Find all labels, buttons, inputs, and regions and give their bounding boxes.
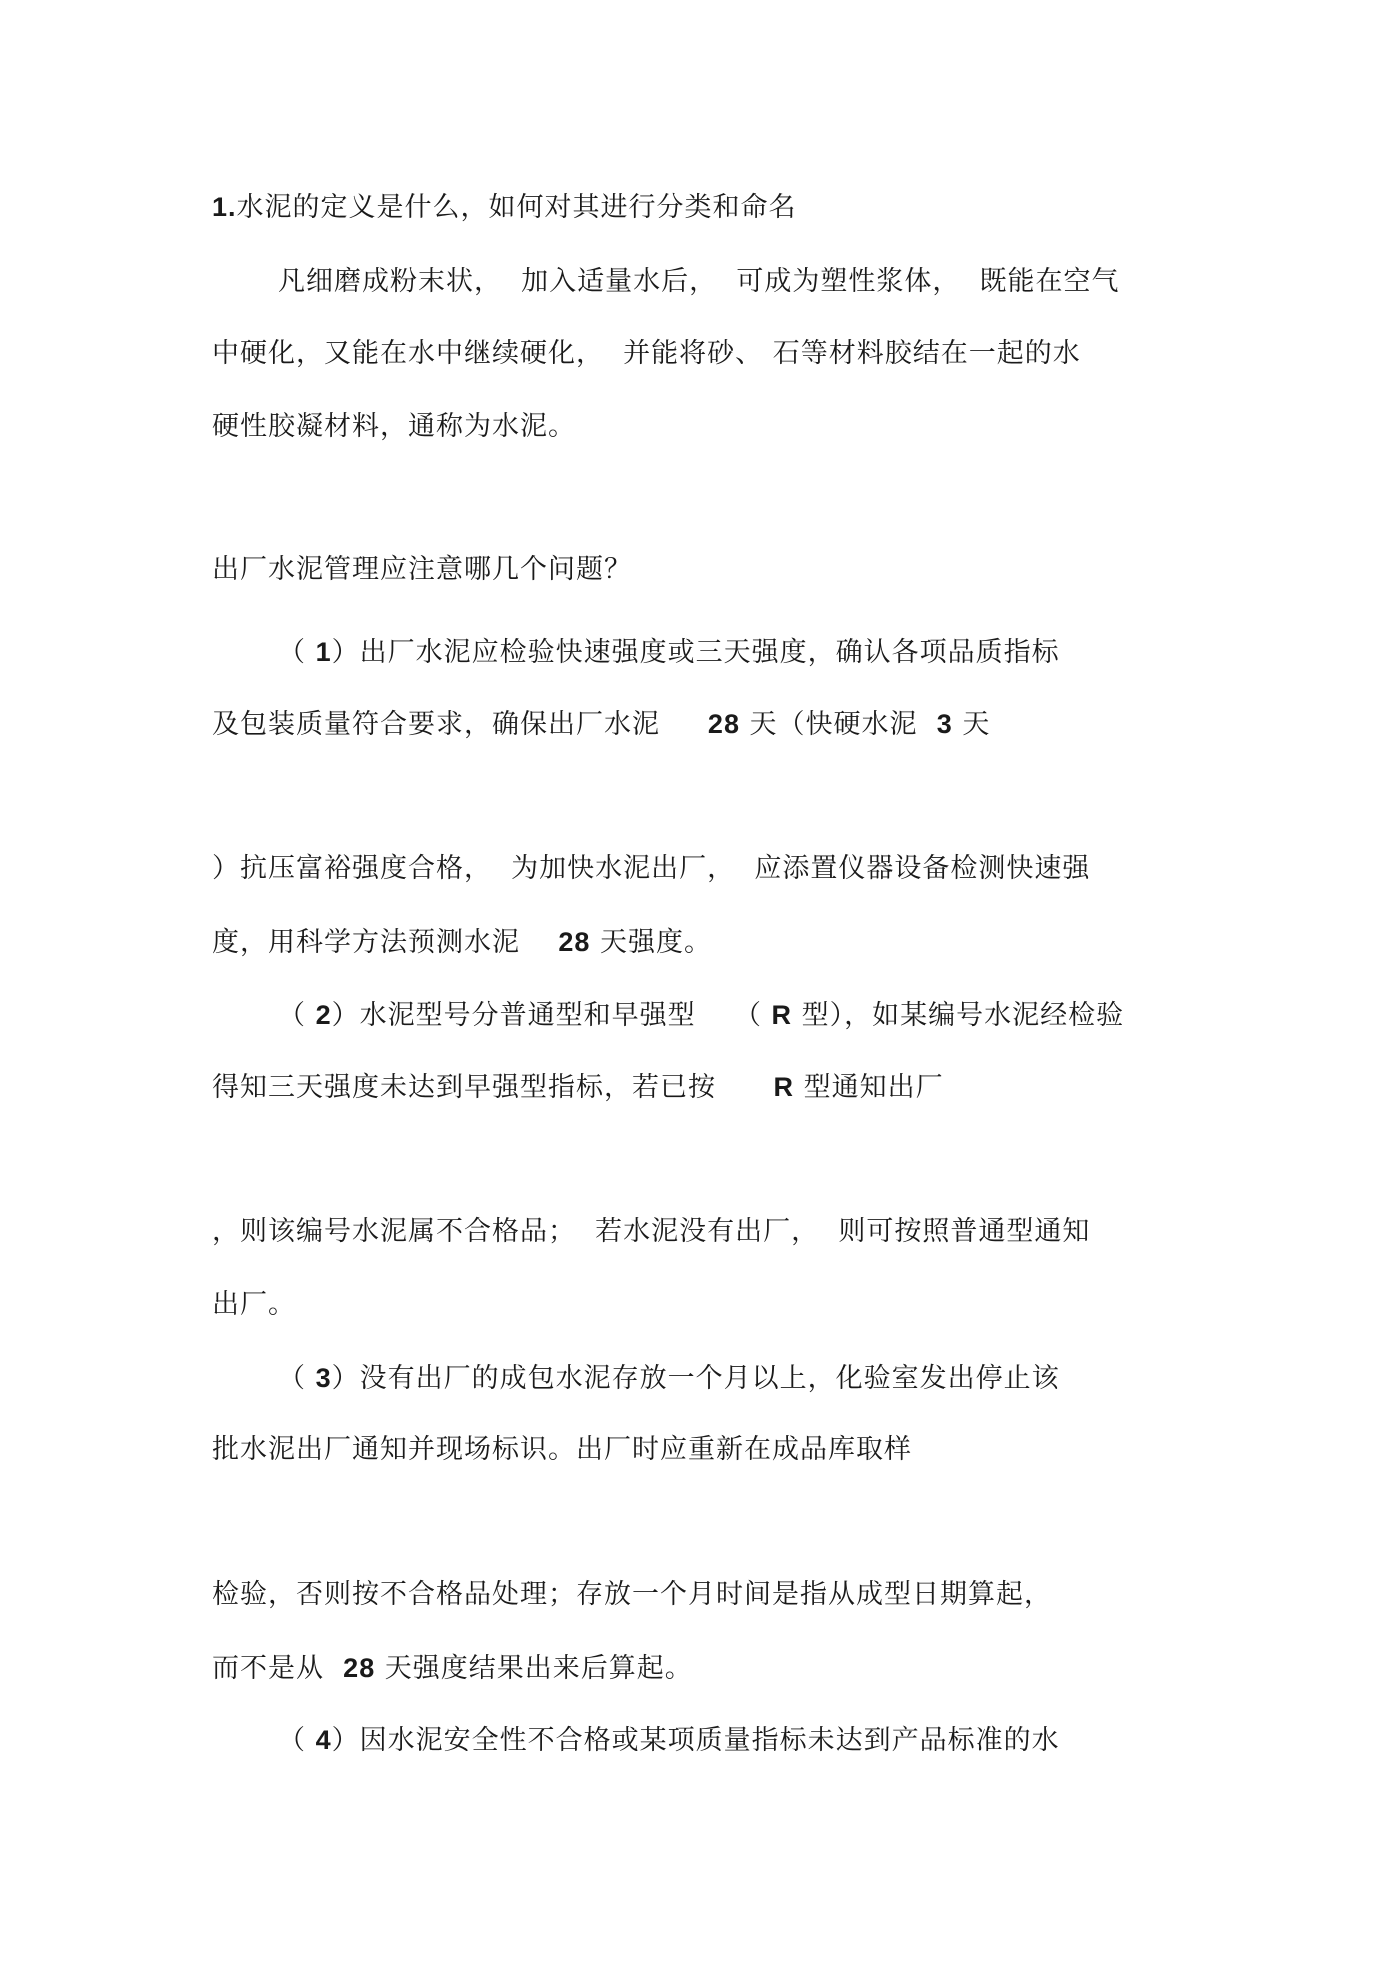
item-2-line: ，则该编号水泥属不合格品； 若水泥没有出厂， 则可按照普通型通知 [212, 1216, 1091, 1247]
section-1-number: 1. [212, 192, 237, 222]
item-4-line [278, 1723, 1060, 1758]
item-text: 及包装质量符合要求，确保出厂水泥 [212, 709, 708, 740]
section-2-heading: 出厂水泥管理应注意哪几个问题？ [212, 554, 632, 585]
item-1-line [212, 925, 712, 960]
item-text: 天强度结果出来后算起。 [375, 1653, 693, 1684]
item-number: 2 [315, 1000, 332, 1030]
item-3-line: 批水泥出厂通知并现场标识。出厂时应重新在成品库取样 [212, 1434, 912, 1465]
paragraph-line: 中硬化，又能在水中继续硬化， 并能将砂、 石等材料胶结在一起的水 [212, 338, 1081, 369]
item-3-line [212, 1651, 693, 1686]
section-1-heading [212, 190, 797, 225]
item-text: ）出厂水泥应检验快速强度或三天强度，确认各项品质指标 [331, 637, 1060, 668]
number-text: 28 [707, 709, 740, 739]
item-text: 而不是从 [212, 1653, 344, 1684]
item-text: 型），如某编号水泥经检验 [792, 1000, 1125, 1031]
item-1-line [278, 635, 1060, 670]
item-text: 天（快硬水泥 [739, 709, 937, 740]
number-text: 28 [558, 927, 591, 957]
paren-open: （ [278, 1000, 316, 1031]
r-type-text: R [771, 1000, 793, 1030]
item-text: ）水泥型号分普通型和早强型 （ [331, 1000, 772, 1031]
item-1-line [212, 707, 990, 742]
item-text: 度，用科学方法预测水泥 [212, 927, 559, 958]
number-text: 28 [343, 1653, 376, 1683]
item-text: 型通知出厂 [794, 1072, 944, 1103]
item-text: ）因水泥安全性不合格或某项质量指标未达到产品标准的水 [331, 1725, 1060, 1756]
item-2-line [278, 998, 1124, 1033]
paragraph-line: 凡细磨成粉末状， 加入适量水后， 可成为塑性浆体， 既能在空气 [278, 266, 1120, 297]
section-1-title: 水泥的定义是什么，如何对其进行分类和命名 [236, 192, 797, 223]
r-type-text: R [773, 1072, 794, 1102]
paren-open: （ [278, 637, 316, 668]
item-2-line: 出厂。 [212, 1289, 296, 1320]
item-text: ）没有出厂的成包水泥存放一个月以上，化验室发出停止该 [331, 1363, 1060, 1394]
item-number: 4 [315, 1725, 332, 1755]
item-3-line: 检验，否则按不合格品处理；存放一个月时间是指从成型日期算起， [212, 1579, 1052, 1610]
number-text: 3 [936, 709, 953, 739]
item-3-line [278, 1361, 1060, 1396]
item-text: 天 [952, 709, 991, 740]
paren-open: （ [278, 1363, 316, 1394]
item-text: 天强度。 [590, 927, 712, 958]
paren-open: （ [278, 1725, 316, 1756]
item-2-line [212, 1070, 944, 1105]
item-text: 得知三天强度未达到早强型指标，若已按 [212, 1072, 774, 1103]
paragraph-line: 硬性胶凝材料，通称为水泥。 [212, 411, 576, 442]
item-number: 1 [315, 637, 332, 667]
item-number: 3 [315, 1363, 332, 1393]
item-1-line: ）抗压富裕强度合格， 为加快水泥出厂， 应添置仪器设备检测快速强 [212, 853, 1091, 884]
